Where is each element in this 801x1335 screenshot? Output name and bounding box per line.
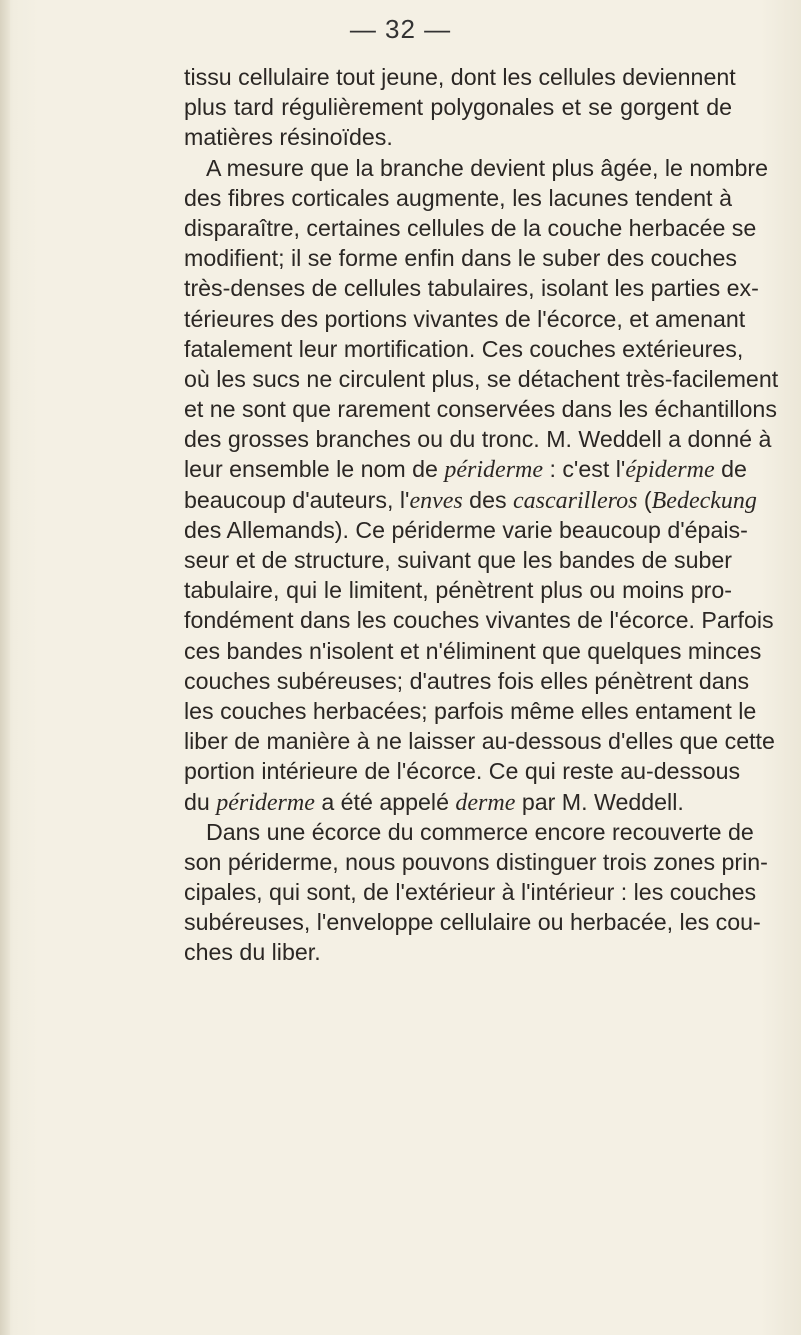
text-line [184,605,774,635]
text-run: de [714,456,747,483]
text-run: a été appelé [314,788,456,815]
text-line [184,334,744,364]
text-line [184,726,775,756]
italic-term: enves [409,487,463,514]
text-line [184,273,759,303]
text-line [184,304,746,334]
text-run: Dans une écorce du commerce encore recouverte de [206,818,754,845]
text-line [184,243,737,273]
text-run: tabulaire, qui le limitent, pénètrent plus ou moins pro- [184,577,732,604]
text-line [184,937,732,967]
text-line [184,515,748,545]
text-line [184,545,732,575]
text-run: tissu cellulaire tout jeune, dont les cellules deviennent [184,64,736,90]
italic-term: périderme [444,457,544,484]
text-line [184,62,736,92]
text-run: matières résinoïdes. [184,124,393,151]
text-run: fatalement leur mortification. Ces couches extérieures, [184,335,744,362]
text-line [184,394,777,424]
text-line [184,485,757,515]
text-run: par M. Weddell. [515,788,684,815]
text-run: modifient; il se forme enfin dans le suber des couches [184,245,737,272]
text-run: du [184,788,217,815]
text-line [184,696,757,726]
italic-term: cascarilleros [513,487,638,514]
text-run: ( [637,486,652,513]
text-run: térieures des portions vivantes de l'écorce, et amenant [184,305,746,332]
text-line [184,575,732,605]
text-line [184,364,779,394]
text-line [184,153,769,183]
text-run: A mesure que la branche devient plus âgée, le nombre [206,154,769,181]
text-run: ches du liber. [184,939,321,966]
italic-term: périderme [216,789,315,816]
text-run: ces bandes n'isolent et n'éliminent que quelques minces [184,637,762,664]
text-run: et ne sont que rarement conservées dans les échantillons [184,396,777,423]
text-run: seur et de structure, suivant que les bandes de suber [184,547,732,573]
italic-term: épiderme [625,457,715,484]
text-line [184,636,762,666]
text-line [184,877,757,907]
text-run: subéreuses, l'enveloppe cellulaire ou herbacée, les cou- [184,909,761,936]
text-run: portion intérieure de l'écorce. Ce qui reste au-dessous [184,758,741,785]
italic-term: derme [455,789,516,816]
text-run: plus tard régulièrement polygonales et se gorgent de [184,94,732,121]
text-line [184,424,772,454]
text-run: fondément dans les couches vivantes de l'écorce. Parfois [184,607,774,634]
text-line [184,92,732,122]
text-run: liber de manière à ne laisser au-dessous d'elles que cette [184,728,775,755]
text-run: où les sucs ne circulent plus, se détachent très-facilement [184,365,779,392]
body-text [184,62,779,968]
text-run: cipales, qui sont, de l'extérieur à l'intérieur : les couches [184,879,757,906]
text-run: très-denses de cellules tabulaires, isolant les parties ex- [184,275,759,302]
text-run: disparaître, certaines cellules de la couche herbacée se [184,214,757,241]
text-run: les couches herbacées; parfois même elles entament le [184,697,757,724]
text-line [184,787,732,817]
text-run: des Allemands). Ce périderme varie beaucoup d'épais- [184,516,748,543]
text-line [184,907,761,937]
text-line [184,122,732,152]
text-run: son périderme, nous pouvons distinguer trois zones prin- [184,848,768,875]
text-run: beaucoup d'auteurs, l' [184,486,410,513]
text-line [184,847,768,877]
text-run: couches subéreuses; d'autres fois elles pénètrent dans [184,667,750,694]
page-spine-shadow [0,0,10,1335]
italic-term: Bedeckung [651,487,757,514]
text-run: des fibres corticales augmente, les lacunes tendent à [184,184,732,211]
text-line [184,213,757,243]
text-run: des grosses branches ou du tronc. M. Weddell a donné à [184,426,772,453]
text-run: leur ensemble le nom de [184,456,445,483]
text-line [184,183,732,213]
text-line [184,756,741,786]
page-number: — 32 — [349,14,452,44]
text-line [184,817,754,847]
text-run: des [462,486,514,513]
text-run: : c'est l' [543,456,626,483]
text-line [184,666,750,696]
text-line [184,454,747,484]
